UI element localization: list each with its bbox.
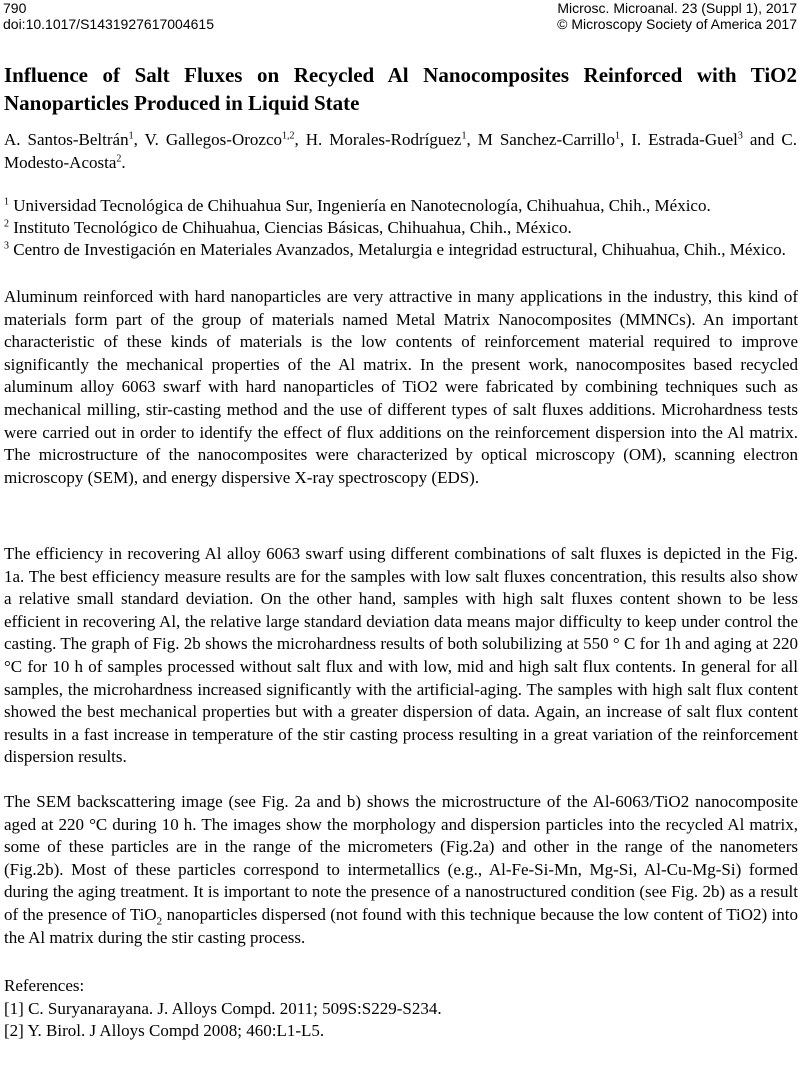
author: A. Santos-Beltrán$^1$, [4, 130, 145, 149]
references [4, 975, 798, 1043]
author: V. Gallegos-Orozco$^{1,2}$, [144, 130, 306, 149]
affiliation: $^2$ Instituto Tecnológico de Chihuahua, Ciencias Básicas, Chihuahua, Chih., México. [4, 218, 572, 237]
reference-item: [2] Y. Birol. J Alloys Compd 2008; 460:L1-L5. [4, 1021, 325, 1040]
affiliations [4, 195, 797, 261]
header-left [3, 0, 214, 32]
author: H. Morales-Rodríguez$^1$, [305, 130, 478, 149]
author: I. Estrada-Guel$^3$ and [631, 130, 782, 149]
author: C. Modesto-Acosta$^2$. [4, 130, 797, 172]
paper-title: Influence of Salt Fluxes on Recycled Al Nanocomposites Reinforced with TiO2 Nanoparticles Produced in Liquid State [4, 63, 797, 115]
header-right [557, 0, 797, 32]
affiliation: $^3$ Centro de Investigación en Materiales Avanzados, Metalurgia e integridad estructural, Chihuahua, Chih., México. [4, 240, 786, 259]
copyright: © Microscopy Society of America 2017 [557, 16, 797, 32]
abstract-paragraph: Aluminum reinforced with hard nanoparticles are very attractive in many applications in the industry, this kind of materials form part of the group of materials named Metal Matrix Nanocomposites (MMNCs). An important characteristic of these kinds of materials is the low contents of reinforcement material required to improve significantly the mechanical properties of the Al matrix. In the present work, nanocomposites based recycled aluminum alloy 6063 swarf with hard nanoparticles of TiO2 were fabricated by combining techniques such as mechanical milling, stir-casting method and the use of different types of salt fluxes additions. Microhardness tests were carried out in order to identify the effect of flux additions on the reinforcement dispersion into the Al matrix. The microstructure of the nanocomposites were characterized by optical microscopy (OM), scanning electron microscopy (SEM), and energy dispersive X-ray spectroscopy (EDS). [4, 287, 798, 487]
sem-paragraph: The SEM backscattering image (see Fig. 2a and b) shows the microstructure of the Al-6063/TiO2 nanocomposite aged at 220 °C during 10 h. The images show the morphology and dispersion particles into the recycled Al matrix, some of these particles are in the range of the micrometers (Fig.2a) and other in the range of the nanometers (Fig.2b). Most of these particles correspond to intermetallics (e.g., Al-Fe-Si-Mn, Mg-Si, Al-Cu-Mg-Si) formed during the aging treatment. It is important to note the presence of a nanostructured condition (see Fig. 2b) as a result of the presence of TiO$_2$ nanoparticles dispersed (not found with this technique because the low content of TiO2) into the Al matrix during the stir casting process. [4, 792, 798, 947]
affiliation: $^1$ Universidad Tecnológica de Chihuahua Sur, Ingeniería en Nanotecnología, Chihuahua, Chih., México. [4, 196, 711, 215]
reference-item: [1] C. Suryanarayana. J. Alloys Compd. 2011; 509S:S229-S234. [4, 998, 442, 1018]
references-heading: References: [4, 976, 85, 995]
results-paragraph: The efficiency in recovering Al alloy 6063 swarf using different combinations of salt fluxes is depicted in the Fig. 1a. The best efficiency measure results are for the samples with low salt fluxes concentration, this results also show a relative small standard deviation. On the other hand, samples with high salt fluxes content shown to be less efficient in recovering Al, the relative large standard deviation data means major difficulty to keep under control the casting. The graph of Fig. 2b shows the microhardness results of both solubilizing at 550 ° C for 1h and aging at 220 °C for 10 h of samples processed without salt flux and with low, mid and high salt flux contents. In general for all samples, the microhardness increased significantly with the artificial-aging. The samples with high salt flux content showed the best mechanical properties but with a greater dispersion of data. Again, an increase of salt flux content results in a fast increase in temperature of the stir casting process resulting in a great variation of the reinforcement dispersion results. [4, 544, 798, 767]
doi: doi:10.1017/S1431927617004615 [3, 16, 214, 32]
page-number: 790 [3, 0, 27, 16]
author-list [4, 128, 797, 174]
journal-citation: Microsc. Microanal. 23 (Suppl 1), 2017 [557, 0, 797, 16]
author: M Sanchez-Carrillo$^1$, [477, 130, 632, 149]
